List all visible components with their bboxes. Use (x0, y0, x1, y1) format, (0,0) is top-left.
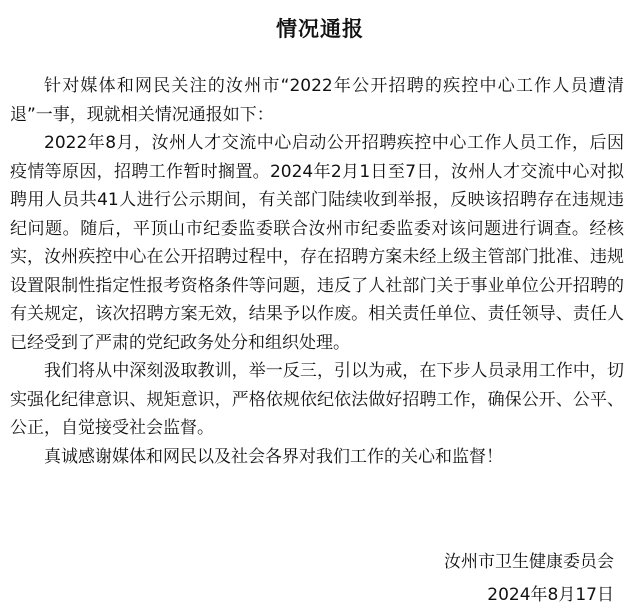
paragraph-thanks: 真诚感谢媒体和网民以及社会各界对我们工作的关心和监督！ (44, 446, 503, 467)
document-body (10, 72, 624, 471)
issue-date: 2024年8月17日 (487, 585, 614, 605)
paragraph-commitment: 我们将从中深刻汲取教训，举一反三，引以为戒，在下步人员录用工作中，切实强化纪律意识、规矩意识，严格依规依纪依法做好招聘工作，确保公开、公平、公正，自觉接受社会监督。 (10, 361, 624, 438)
signature-block (444, 546, 614, 612)
document-title: 情况通报 (276, 17, 364, 41)
paragraph-intro: 针对媒体和网民关注的汝州市“2022年公开招聘的疾控中心工作人员遭清退”一事，现就相关情况通报如下： (10, 76, 624, 125)
paragraph-findings: 2022年8月，汝州人才交流中心启动公开招聘疾控中心工作人员工作，后因疫情等原因，招聘工作暂时搁置。2024年2月1日至7日，汝州人才交流中心对拟聘用人员共41人进行公示期间，有关部门陆续收到举报，反映该招聘存在违规违纪问题。随后，平顶山市纪委监委联合汝州市纪委监委对该问题进行调查。经核实，汝州疾控中心在公开招聘过程中，存在招聘方案未经上级主管部门批准、违规设置限制性指定性报考资格条件等问题，违反了人社部门关于事业单位公开招聘的有关规定，该次招聘方案无效，结果予以作废。相关责任单位、责任领导、责任人已经受到了严肃的党纪政务处分和组织处理。 (10, 133, 624, 353)
issuer-name: 汝州市卫生健康委员会 (444, 552, 614, 572)
